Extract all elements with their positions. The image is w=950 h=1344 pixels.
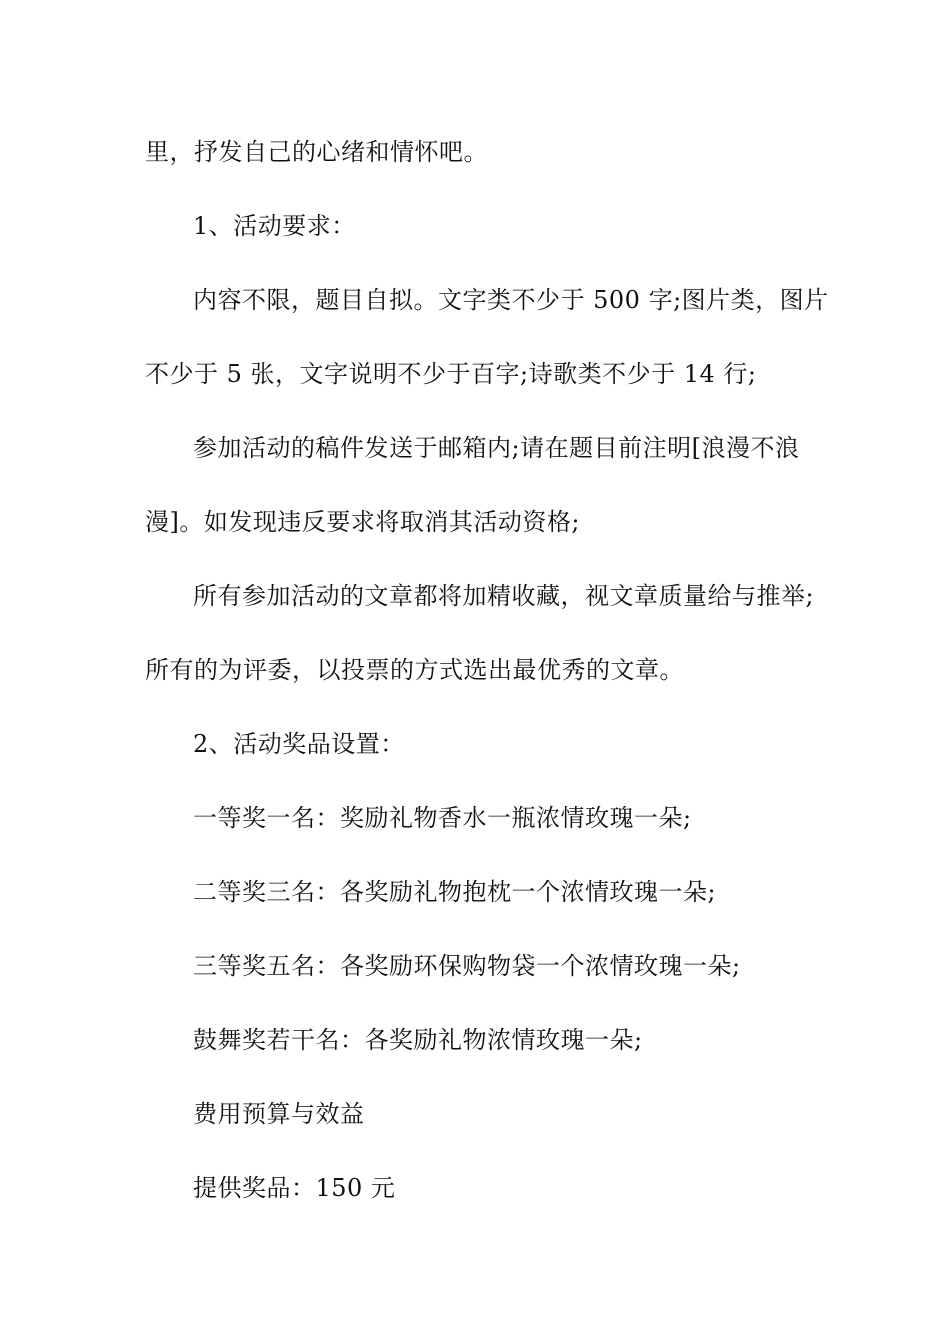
paragraph-line: 不少于 5 张，文字说明不少于百字;诗歌类不少于 14 行; [145, 360, 757, 388]
section-heading-budget: 费用预算与效益 [193, 1100, 365, 1128]
paragraph-line: 所有参加活动的文章都将加精收藏，视文章质量给与推举; [193, 582, 815, 610]
paragraph-line: 所有的为评委，以投票的方式选出最优秀的文章。 [145, 656, 684, 684]
paragraph-line: 参加活动的稿件发送于邮箱内;请在题目前注明[浪漫不浪 [193, 434, 800, 462]
section-heading-prizes: 2、活动奖品设置： [193, 730, 405, 758]
paragraph-line: 内容不限，题目自拟。文字类不少于 500 字;图片类，图片 [193, 286, 829, 314]
paragraph-line: 漫]。如发现违反要求将取消其活动资格; [145, 508, 580, 536]
prize-line-encouragement: 鼓舞奖若干名：各奖励礼物浓情玫瑰一朵; [193, 1026, 643, 1054]
paragraph-line: 里，抒发自己的心绪和情怀吧。 [145, 138, 488, 166]
prize-line-second: 二等奖三名：各奖励礼物抱枕一个浓情玫瑰一朵; [193, 878, 717, 906]
section-heading-requirements: 1、活动要求： [193, 212, 356, 240]
prize-line-third: 三等奖五名：各奖励环保购物袋一个浓情玫瑰一朵; [193, 952, 741, 980]
prize-line-first: 一等奖一名：奖励礼物香水一瓶浓情玫瑰一朵; [193, 804, 692, 832]
budget-line-prizes: 提供奖品：150 元 [193, 1174, 396, 1202]
